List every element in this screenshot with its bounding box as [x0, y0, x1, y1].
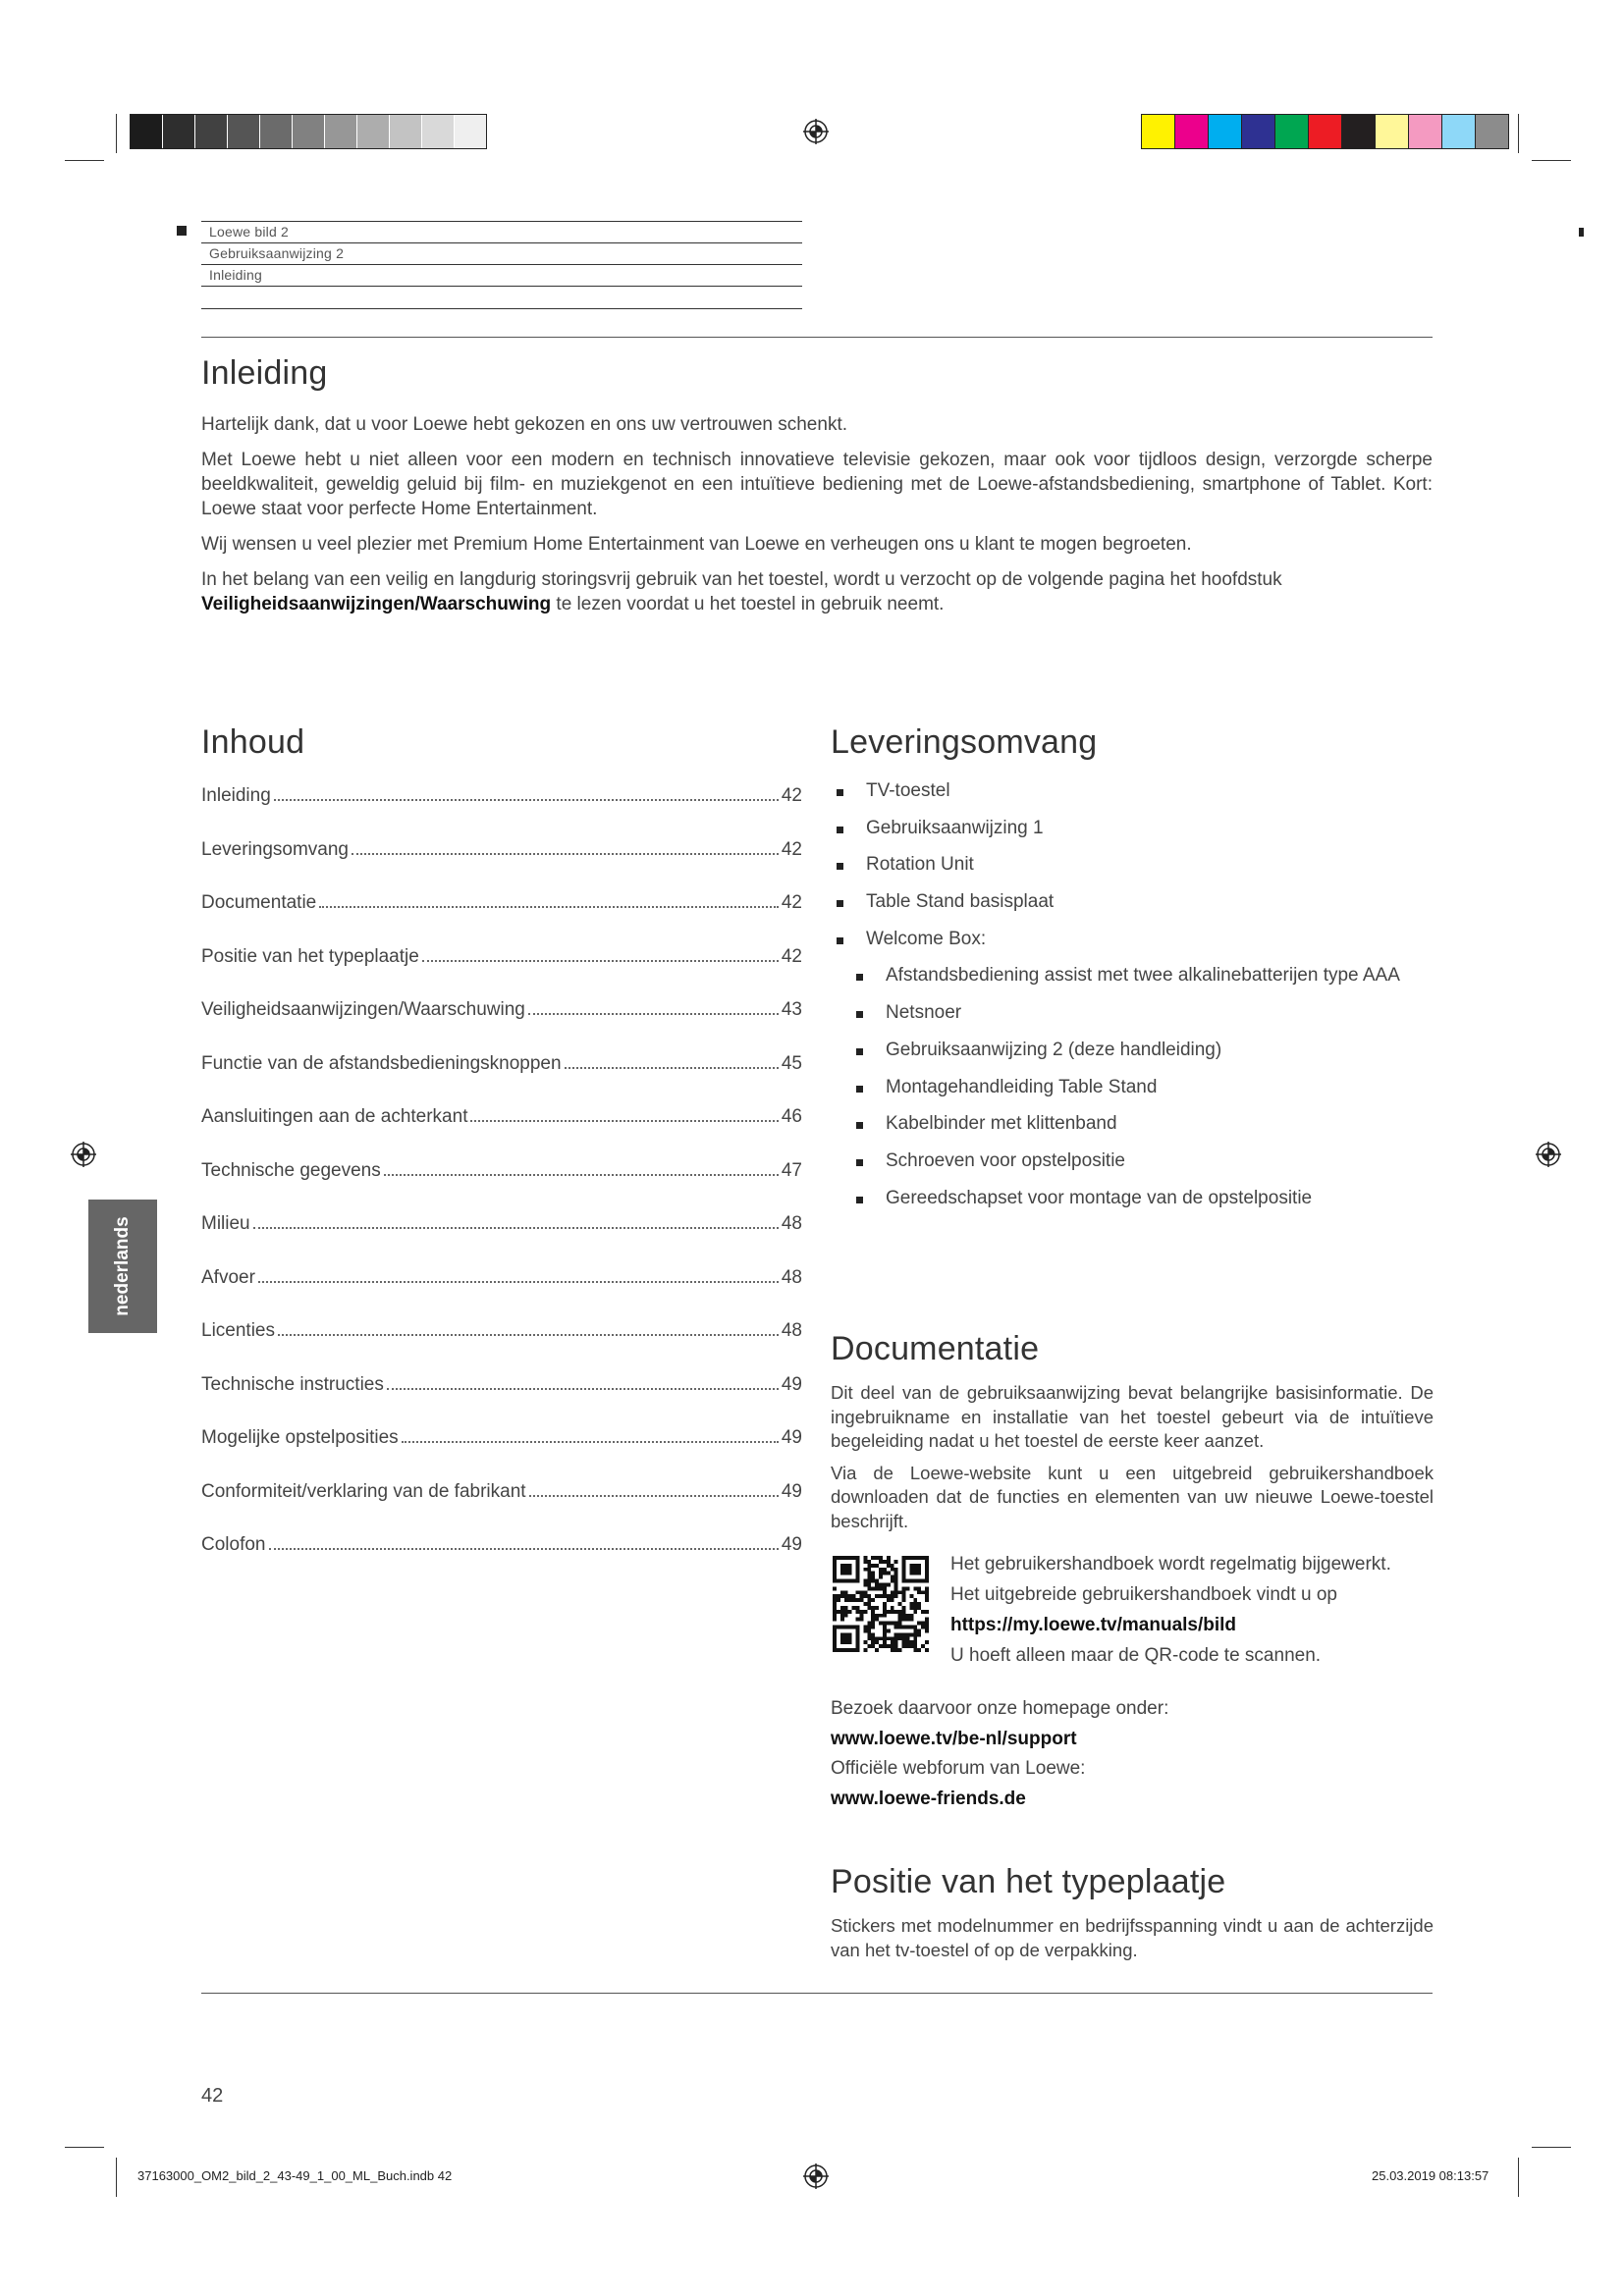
toc-title: Inhoud	[201, 723, 305, 761]
delivery-item-label: TV-toestel	[866, 780, 950, 801]
breadcrumb-rule	[201, 308, 802, 309]
intro-safety-text: In het belang van een veilig en langdurig storingsvrij gebruik van het toestel, wordt u verzocht op de volgende pagina het hoofdstuk	[201, 569, 1282, 590]
delivery-list	[831, 780, 1459, 1224]
grey-swatch	[422, 115, 455, 148]
delivery-item-label: Gebruiksaanwijzing 2 (deze handleiding)	[886, 1039, 1222, 1060]
toc-entry-page: 48	[781, 1266, 802, 1288]
grey-swatch	[293, 115, 325, 148]
toc-leader-dots	[319, 906, 779, 908]
documentation-paragraph: Via de Loewe-website kunt u een uitgebreid gebruikershandboek downloaden dat de functies en elementen van uw nieuwe Loewe-toestel beschrijft.	[831, 1462, 1434, 1531]
delivery-item	[831, 1077, 1459, 1114]
toc-entry[interactable]	[201, 1427, 802, 1481]
documentation-body	[831, 1381, 1434, 1533]
toc-leader-dots	[470, 1120, 778, 1122]
intro-paragraph: Hartelijk dank, dat u voor Loewe hebt gekozen en ons uw vertrouwen schenkt.	[201, 414, 847, 435]
toc-entry[interactable]	[201, 892, 802, 946]
intro-title: Inleiding	[201, 354, 328, 392]
grey-swatch	[357, 115, 390, 148]
toc-entry-label: Functie van de afstandsbedieningsknoppen	[201, 1052, 562, 1074]
delivery-item-label: Netsnoer	[886, 1002, 962, 1024]
grey-swatch	[390, 115, 422, 148]
toc-entry-page: 46	[781, 1106, 802, 1127]
color-swatch	[1442, 115, 1476, 148]
support-link[interactable]: www.loewe.tv/be-nl/support	[831, 1728, 1077, 1749]
chapter-marker	[177, 226, 187, 236]
toc-entry-page: 49	[781, 1480, 802, 1502]
breadcrumb-section: Inleiding	[209, 267, 262, 283]
grey-swatch	[163, 115, 195, 148]
delivery-item-label: Kabelbinder met klittenband	[886, 1113, 1117, 1135]
top-rule	[201, 337, 1433, 338]
toc-entry-page: 48	[781, 1320, 802, 1341]
breadcrumb-rule	[201, 264, 802, 265]
color-swatch	[1242, 115, 1275, 148]
grey-swatch	[131, 115, 163, 148]
intro-safety-text: te lezen voordat u het toestel in gebruik neemt.	[551, 594, 945, 614]
bullet-icon	[837, 863, 843, 870]
toc-entry[interactable]	[201, 1106, 802, 1160]
toc-entry-label: Conformiteit/verklaring van de fabrikant	[201, 1480, 526, 1502]
toc-entry-page: 42	[781, 785, 802, 806]
visit-text: Bezoek daarvoor onze homepage onder:	[831, 1698, 1169, 1719]
qr-code[interactable]	[833, 1556, 929, 1652]
delivery-item-label: Gebruiksaanwijzing 1	[866, 817, 1044, 838]
toc-entry-label: Documentatie	[201, 892, 317, 913]
toc-entry-page: 47	[781, 1159, 802, 1181]
toc-entry-page: 43	[781, 999, 802, 1020]
links-block	[831, 1694, 1434, 1814]
toc-entry-label: Aansluitingen aan de achterkant	[201, 1106, 468, 1127]
toc-entry[interactable]	[201, 1481, 802, 1535]
grey-swatch	[195, 115, 228, 148]
toc-entry[interactable]	[201, 946, 802, 1000]
qr-info	[950, 1549, 1441, 1671]
delivery-item	[831, 1150, 1459, 1188]
typeplate-title: Positie van het typeplaatje	[831, 1863, 1226, 1900]
bullet-icon	[856, 1086, 863, 1093]
registration-mark-icon	[803, 2163, 829, 2189]
toc-entry-label: Inleiding	[201, 785, 271, 806]
toc-entry[interactable]	[201, 1160, 802, 1214]
intro-paragraph: Wij wensen u veel plezier met Premium Home Entertainment van Loewe en verheugen ons u klant te mogen begroeten.	[201, 534, 1192, 555]
toc-entry[interactable]	[201, 1213, 802, 1267]
toc-entry-page: 42	[781, 838, 802, 860]
bullet-icon	[856, 1159, 863, 1166]
bullet-icon	[837, 937, 843, 944]
intro-body	[201, 412, 1433, 616]
delivery-item-label: Welcome Box:	[866, 928, 987, 949]
delivery-item-label: Schroeven voor opstelpositie	[886, 1149, 1125, 1171]
qr-info-line: U hoeft alleen maar de QR-code te scannen.	[950, 1645, 1322, 1666]
intro-safety-paragraph	[201, 567, 1433, 616]
grey-swatch	[260, 115, 293, 148]
toc-leader-dots	[565, 1067, 779, 1069]
bullet-icon	[856, 1048, 863, 1055]
toc-leader-dots	[528, 1013, 779, 1015]
toc-entry-page: 48	[781, 1213, 802, 1234]
color-swatch	[1409, 115, 1442, 148]
delivery-item-label: Montagehandleiding Table Stand	[886, 1076, 1158, 1097]
toc-entry[interactable]	[201, 1267, 802, 1321]
grey-swatch	[325, 115, 357, 148]
breadcrumb-product: Loewe bild 2	[209, 224, 290, 240]
toc-entry-label: Positie van het typeplaatje	[201, 945, 419, 967]
intro-paragraph: Met Loewe hebt u niet alleen voor een modern en technisch innovatieve televisie gekozen, maar ook voor tijdloos design, verzorgde scherpe beeldkwaliteit, geweldig geluid bij film- en muziekgenot en een intuïtieve bediening met de Loewe-afstandsbediening, smartphone of Tablet. Kort: Loewe staat voor perfecte Home Entertainment.	[201, 450, 1433, 519]
toc-entry-label: Milieu	[201, 1213, 250, 1234]
registration-mark-icon	[803, 119, 829, 144]
delivery-item	[831, 818, 1459, 855]
toc-leader-dots	[274, 799, 779, 801]
breadcrumb-manual: Gebruiksaanwijzing 2	[209, 245, 345, 261]
toc-entry[interactable]	[201, 1053, 802, 1107]
delivery-item	[831, 929, 1459, 966]
toc-entry-label: Technische gegevens	[201, 1159, 381, 1181]
toc-entry-label: Afvoer	[201, 1266, 255, 1288]
forum-label: Officiële webforum van Loewe:	[831, 1758, 1086, 1779]
manuals-link[interactable]: https://my.loewe.tv/manuals/bild	[950, 1615, 1237, 1635]
page-edge-marker	[1579, 228, 1584, 237]
toc-entry-label: Licenties	[201, 1320, 275, 1341]
toc-entry[interactable]	[201, 839, 802, 893]
bottom-rule	[201, 1993, 1433, 1994]
toc-entry-page: 42	[781, 945, 802, 967]
delivery-item	[831, 780, 1459, 818]
color-swatch	[1309, 115, 1342, 148]
toc-entry-label: Colofon	[201, 1534, 266, 1555]
toc-entry[interactable]	[201, 999, 802, 1053]
delivery-item	[831, 854, 1459, 891]
bullet-icon	[837, 900, 843, 907]
toc-leader-dots	[269, 1548, 779, 1550]
toc-entry-page: 45	[781, 1052, 802, 1074]
toc-entry-label: Technische instructies	[201, 1373, 384, 1395]
page-number: 42	[201, 2085, 224, 2107]
bullet-icon	[856, 1122, 863, 1129]
bullet-icon	[856, 974, 863, 981]
toc-leader-dots	[384, 1174, 779, 1176]
color-swatch	[1376, 115, 1409, 148]
toc-leader-dots	[253, 1227, 779, 1229]
footer-filename: 37163000_OM2_bild_2_43-49_1_00_ML_Buch.indb 42	[137, 2168, 453, 2183]
toc-entry-page: 49	[781, 1427, 802, 1448]
table-of-contents	[201, 785, 802, 1588]
delivery-item	[831, 1113, 1459, 1150]
toc-leader-dots	[422, 960, 779, 962]
toc-leader-dots	[352, 853, 779, 855]
color-swatch	[1476, 115, 1508, 148]
footer-timestamp: 25.03.2019 08:13:57	[1372, 2168, 1489, 2183]
qr-info-line: Het gebruikershandboek wordt regelmatig bijgewerkt.	[950, 1554, 1391, 1575]
language-tab	[88, 1200, 157, 1333]
bullet-icon	[837, 827, 843, 833]
toc-entry[interactable]	[201, 1374, 802, 1428]
toc-entry-page: 49	[781, 1534, 802, 1555]
color-swatch	[1342, 115, 1376, 148]
color-swatch	[1275, 115, 1309, 148]
toc-entry[interactable]	[201, 785, 802, 839]
bullet-icon	[856, 1197, 863, 1203]
delivery-title: Leveringsomvang	[831, 723, 1098, 761]
documentation-title: Documentatie	[831, 1330, 1040, 1367]
toc-entry[interactable]	[201, 1320, 802, 1374]
delivery-item	[831, 1040, 1459, 1077]
typeplate-text: Stickers met modelnummer en bedrijfsspanning vindt u aan de achterzijde van het tv-toestel of op de verpakking.	[831, 1915, 1434, 1960]
delivery-item	[831, 965, 1459, 1002]
grey-swatch	[228, 115, 260, 148]
toc-entry-page: 42	[781, 892, 802, 913]
bullet-icon	[856, 1011, 863, 1018]
qr-info-line: Het uitgebreide gebruikershandboek vindt u op	[950, 1584, 1337, 1605]
grey-swatch	[455, 115, 486, 148]
registration-mark-icon	[71, 1142, 96, 1167]
grey-scale-bar	[130, 114, 487, 149]
breadcrumb-rule	[201, 221, 802, 222]
toc-entry[interactable]	[201, 1534, 802, 1588]
toc-leader-dots	[258, 1281, 779, 1283]
language-tab-label: nederlands	[112, 1216, 133, 1316]
toc-leader-dots	[278, 1334, 779, 1336]
delivery-item-label: Rotation Unit	[866, 854, 974, 876]
color-calibration-bar	[1141, 114, 1509, 149]
delivery-item	[831, 891, 1459, 929]
color-swatch	[1175, 115, 1209, 148]
forum-link[interactable]: www.loewe-friends.de	[831, 1788, 1026, 1809]
safety-chapter-reference: Veiligheidsaanwijzingen/Waarschuwing	[201, 594, 552, 614]
color-swatch	[1209, 115, 1242, 148]
delivery-item-label: Afstandsbediening assist met twee alkalinebatterijen type AAA	[886, 965, 1400, 987]
documentation-paragraph: Dit deel van de gebruiksaanwijzing bevat belangrijke basisinformatie. De ingebruikname en installatie van het toestel gebeurt via de intuïtieve begeleiding nadat u het toestel de eerste keer aanzet.	[831, 1382, 1434, 1451]
registration-mark-icon	[1536, 1142, 1561, 1167]
toc-entry-label: Leveringsomvang	[201, 838, 349, 860]
toc-entry-page: 49	[781, 1373, 802, 1395]
bullet-icon	[837, 789, 843, 796]
delivery-item	[831, 1002, 1459, 1040]
delivery-item-label: Gereedschapset voor montage van de opstelpositie	[886, 1187, 1313, 1208]
toc-entry-label: Veiligheidsaanwijzingen/Waarschuwing	[201, 999, 525, 1020]
toc-leader-dots	[402, 1441, 779, 1443]
toc-leader-dots	[529, 1495, 779, 1497]
breadcrumb-rule	[201, 286, 802, 287]
toc-entry-label: Mogelijke opstelposities	[201, 1427, 399, 1448]
color-swatch	[1142, 115, 1175, 148]
delivery-item	[831, 1188, 1459, 1225]
delivery-item-label: Table Stand basisplaat	[866, 891, 1055, 913]
breadcrumb-rule	[201, 242, 802, 243]
toc-leader-dots	[387, 1388, 779, 1390]
